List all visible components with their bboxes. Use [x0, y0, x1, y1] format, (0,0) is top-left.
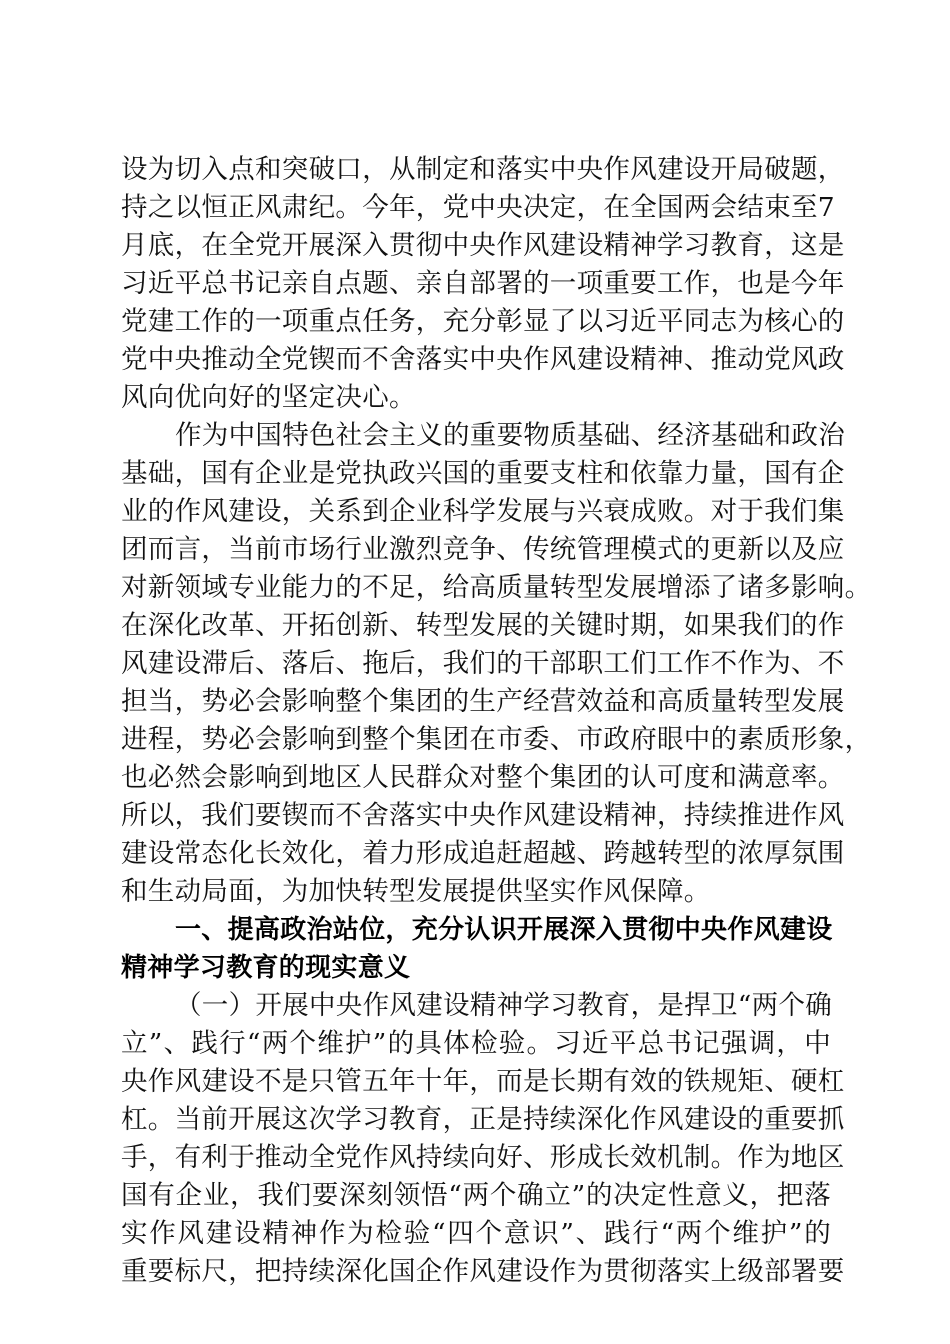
text-line: 持之以恒正风肃纪。今年，党中央决定，在全国两会结束至7 — [121, 192, 835, 223]
text-line: 月底，在全党开展深入贯彻中央作风建设精神学习教育，这是 — [121, 230, 845, 261]
text-line: 基础，国有企业是党执政兴国的重要支柱和依靠力量，国有企 — [121, 458, 845, 489]
text-line: 和生动局面，为加快转型发展提供坚实作风保障。 — [121, 876, 711, 907]
text-line: 党建工作的一项重点任务，充分彰显了以习近平同志为核心的 — [121, 306, 845, 337]
text-line: 所以，我们要锲而不舍落实中央作风建设精神，持续推进作风 — [121, 800, 845, 831]
text-line: 团而言，当前市场行业激烈竞争、传统管理模式的更新以及应 — [121, 534, 845, 565]
text-line: 立”、践行“两个维护”的具体检验。习近平总书记强调，中 — [121, 1028, 831, 1059]
text-line: 业的作风建设，关系到企业科学发展与兴衰成败。对于我们集 — [121, 496, 845, 527]
text-line: （一）开展中央作风建设精神学习教育，是捍卫“两个确 — [175, 990, 833, 1021]
text-line: 进程，势必会影响到整个集团在市委、市政府眼中的素质形象， — [121, 724, 872, 755]
text-line: 党中央推动全党锲而不舍落实中央作风建设精神、推动党风政 — [121, 344, 845, 375]
text-line: 国有企业，我们要深刻领悟“两个确立”的决定性意义，把落 — [121, 1180, 831, 1211]
text-line: 重要标尺，把持续深化国企作风建设作为贯彻落实上级部署要 — [121, 1256, 845, 1287]
text-line: 杠。当前开展这次学习教育，正是持续深化作风建设的重要抓 — [121, 1104, 845, 1135]
text-line: 对新领域专业能力的不足，给高质量转型发展增添了诸多影响。 — [121, 572, 872, 603]
section-heading: 一、提高政治站位，充分认识开展深入贯彻中央作风建设 — [175, 915, 833, 945]
text-line: 习近平总书记亲自点题、亲自部署的一项重要工作，也是今年 — [121, 268, 845, 299]
text-line: 手，有利于推动全党作风持续向好、形成长效机制。作为地区 — [121, 1142, 845, 1173]
text-line: 风向优向好的坚定决心。 — [121, 382, 416, 413]
text-line: 风建设滞后、落后、拖后，我们的干部职工们工作不作为、不 — [121, 648, 845, 679]
text-line: 也必然会影响到地区人民群众对整个集团的认可度和满意率。 — [121, 762, 845, 793]
text-line: 在深化改革、开拓创新、转型发展的关键时期，如果我们的作 — [121, 610, 845, 641]
text-line: 建设常态化长效化，着力形成追赶超越、跨越转型的浓厚氛围 — [121, 838, 845, 869]
section-heading: 精神学习教育的现实意义 — [121, 953, 411, 983]
text-line: 实作风建设精神作为检验“四个意识”、践行“两个维护”的 — [121, 1218, 831, 1249]
text-line: 作为中国特色社会主义的重要物质基础、经济基础和政治 — [175, 420, 845, 451]
text-line: 设为切入点和突破口，从制定和落实中央作风建设开局破题， — [121, 154, 845, 185]
text-line: 央作风建设不是只管五年十年，而是长期有效的铁规矩、硬杠 — [121, 1066, 845, 1097]
text-line: 担当，势必会影响整个集团的生产经营效益和高质量转型发展 — [121, 686, 845, 717]
